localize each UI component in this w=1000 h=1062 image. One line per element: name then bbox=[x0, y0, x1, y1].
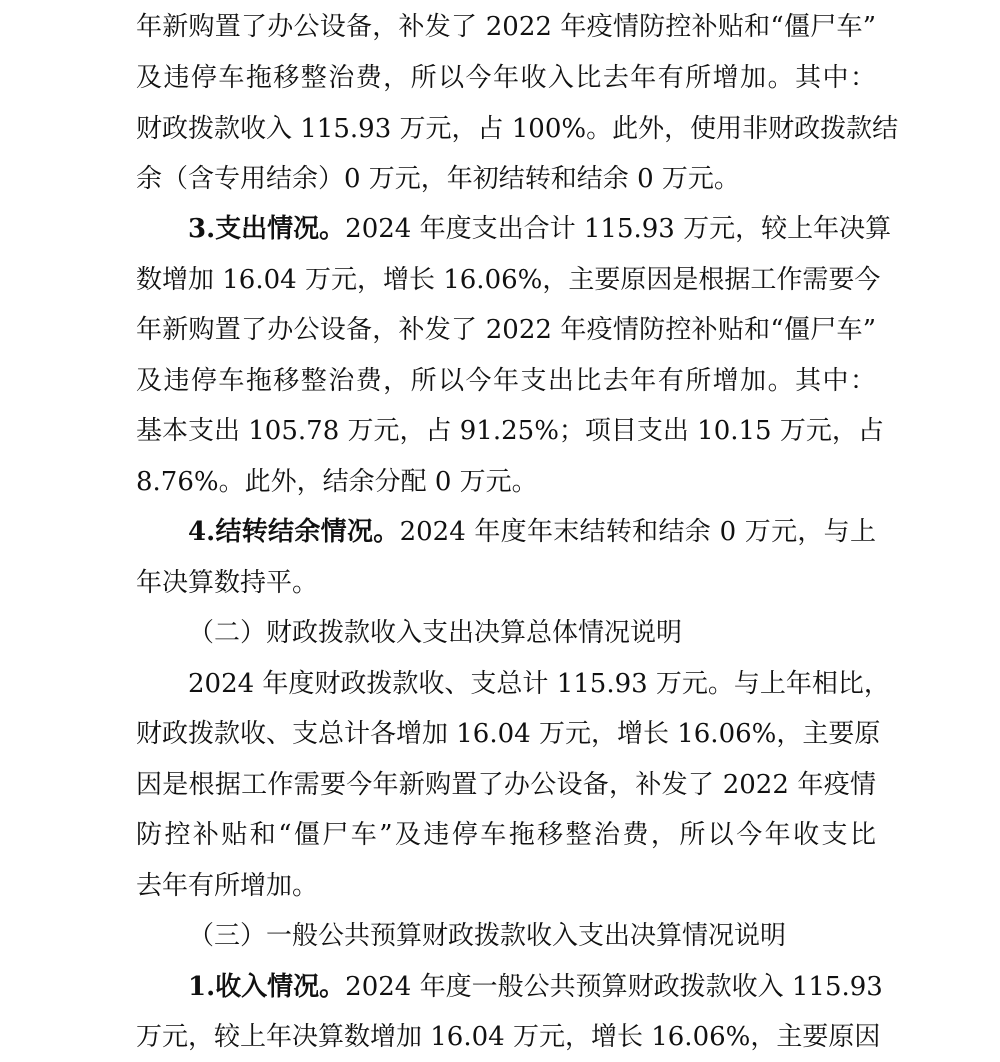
line-text: 年新购置了办公设备，补发了 2022 年疫情防控补贴和“僵尸车” bbox=[136, 12, 876, 42]
paragraph-line bbox=[136, 406, 884, 456]
line-text: 及违停车拖移整治费，所以今年收入比去年有所增加。其中： bbox=[136, 63, 876, 93]
paragraph-line bbox=[136, 104, 899, 154]
line-text: 2024 年度支出合计 115.93 万元，较上年决算 bbox=[345, 214, 892, 244]
paragraph-line bbox=[136, 457, 876, 507]
line-text: 年新购置了办公设备，补发了 2022 年疫情防控补贴和“僵尸车” bbox=[136, 315, 876, 345]
line-text: 2024 年度财政拨款收、支总计 115.93 万元。与上年相比， bbox=[188, 669, 890, 699]
line-text: 万元，较上年决算数增加 16.04 万元，增长 16.06%，主要原因 bbox=[136, 1022, 881, 1052]
paragraph-line bbox=[136, 255, 881, 305]
line-text: 财政拨款收、支总计各增加 16.04 万元，增长 16.06%，主要原 bbox=[136, 719, 881, 749]
paragraph-line bbox=[136, 861, 876, 911]
paragraph-line bbox=[136, 709, 881, 759]
line-text: 2024 年度年末结转和结余 0 万元，与上 bbox=[399, 517, 876, 547]
line-text: 余（含专用结余）0 万元，年初结转和结余 0 万元。 bbox=[136, 164, 740, 194]
paragraph-line bbox=[136, 810, 876, 860]
line-text: 去年有所增加。 bbox=[136, 871, 319, 901]
section-heading-carryover: 4.结转结余情况。 bbox=[188, 517, 400, 547]
paragraph-line bbox=[136, 760, 876, 810]
line-text: 8.76%。此外，结余分配 0 万元。 bbox=[136, 467, 538, 497]
line-text: 基本支出 105.78 万元，占 91.25%；项目支出 10.15 万元，占 bbox=[136, 416, 884, 446]
paragraph-line bbox=[136, 2, 876, 52]
section-heading-expenditure: 3.支出情况。 bbox=[188, 214, 346, 244]
paragraph-line-expenditure bbox=[188, 204, 892, 254]
paragraph-line bbox=[136, 356, 876, 406]
line-text: （二）财政拨款收入支出决算总体情况说明 bbox=[188, 618, 683, 648]
paragraph-line bbox=[136, 305, 876, 355]
paragraph-line bbox=[136, 1012, 881, 1062]
line-text: 防控补贴和“僵尸车”及违停车拖移整治费，所以今年收支比 bbox=[136, 820, 876, 850]
line-text: 数增加 16.04 万元，增长 16.06%，主要原因是根据工作需要今 bbox=[136, 265, 881, 295]
line-text: 年决算数持平。 bbox=[136, 568, 319, 598]
paragraph-line bbox=[136, 558, 876, 608]
line-text: 及违停车拖移整治费，所以今年支出比去年有所增加。其中： bbox=[136, 366, 876, 396]
section-title-fiscal-overview bbox=[188, 608, 876, 658]
section-heading-income: 1.收入情况。 bbox=[188, 972, 346, 1002]
paragraph-line-income bbox=[188, 962, 883, 1012]
line-text: （三）一般公共预算财政拨款收入支出决算情况说明 bbox=[188, 921, 787, 951]
paragraph-line bbox=[136, 154, 876, 204]
paragraph-line-carryover bbox=[188, 507, 876, 557]
line-text: 2024 年度一般公共预算财政拨款收入 115.93 bbox=[345, 972, 883, 1002]
line-text: 财政拨款收入 115.93 万元，占 100%。此外，使用非财政拨款结 bbox=[136, 114, 899, 144]
section-title-general-budget bbox=[188, 911, 876, 961]
paragraph-line bbox=[136, 53, 876, 103]
paragraph-line bbox=[188, 659, 890, 709]
line-text: 因是根据工作需要今年新购置了办公设备，补发了 2022 年疫情 bbox=[136, 770, 876, 800]
